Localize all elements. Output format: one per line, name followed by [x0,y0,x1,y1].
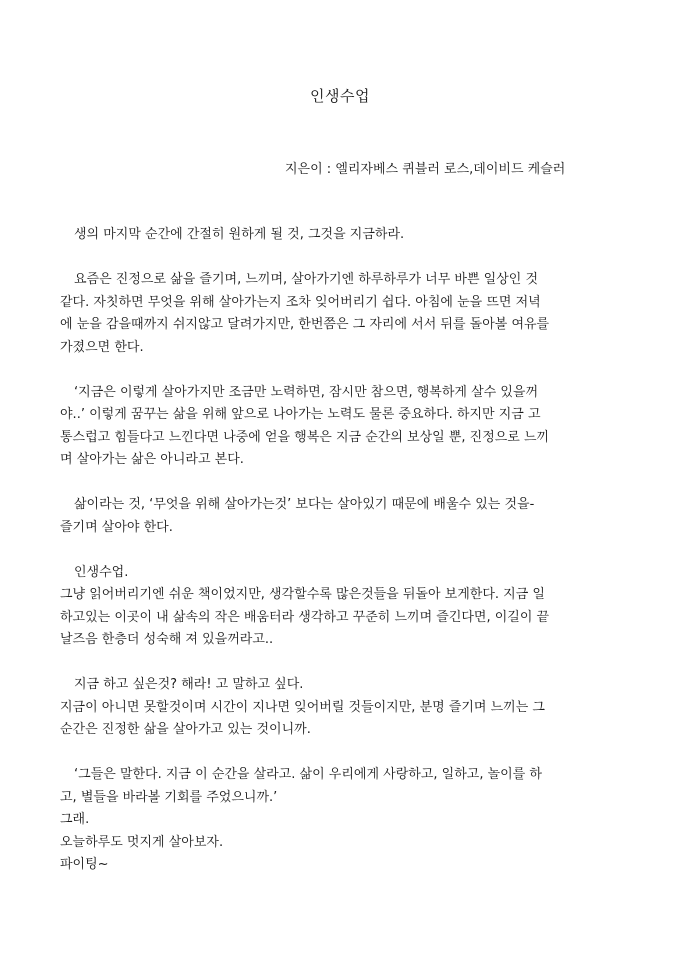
text-line: 그냥 읽어버리기엔 쉬운 책이었지만, 생각할수록 많은것들을 뒤돌아 보게한다. 지금 일 [60,587,545,602]
paragraph [60,764,624,877]
text-line: 고, 별들을 바라볼 기회를 주었으니까.’ [60,789,278,805]
text-line: 며 살아가는 삶은 아니라고 본다. [60,452,244,467]
paragraph [60,269,624,359]
text-line: 날즈음 한층더 성숙해 져 있을꺼라고.. [60,632,274,647]
text-line: 같다. 자칫하면 무엇을 위해 살아가는지 조차 잊어버리기 쉽다. 아침에 눈을 뜨면 저녁 [60,294,541,310]
text-line: 지금이 아니면 못할것이며 시간이 지나면 잊어버릴 것들이지만, 분명 즐기며 느끼는 그 [60,699,545,715]
text-line: 삶이라는 것, ‘무엇을 위해 살아가는것’ 보다는 살아있기 때문에 배울수 있는 것을- [74,497,535,512]
text-line: 인생수업. [74,564,129,580]
text-line: 생의 마지막 순간에 간절히 원하게 될 것, 그것을 지금하라. [74,227,405,242]
text-line: 하고있는 이곳이 내 삶속의 작은 배움터라 생각하고 꾸준히 느끼며 즐긴다면, 이길이 끝 [60,609,550,625]
text-line: 그래. [60,812,90,827]
text-line: 즐기며 살아야 한다. [60,519,173,535]
text-line: 통스럽고 힘들다고 느낀다면 나중에 얻을 행복은 지금 순간의 보상일 뿐, 진정으로 느끼 [60,429,550,445]
author-line: 지은이 : 엘리자베스 퀴블러 로스,데이비드 케슬러 [285,162,566,177]
text-line: 가졌으면 한다. [60,339,144,355]
document-body [60,224,624,899]
text-line: 에 눈을 감을때까지 쉬지않고 달려가지만, 한번쯤은 그 자리에 서서 뒤를 돌아볼 여유를 [60,317,550,332]
paragraph [60,382,624,472]
text-line: ‘그들은 말한다. 지금 이 순간을 살라고. 삶이 우리에게 사랑하고, 일하고, 놀이를 하 [74,767,542,782]
paragraph [60,494,624,539]
text-line: 파이팅~ [60,857,109,872]
text-line: ‘지금은 이렇게 살아가지만 조금만 노력하면, 잠시만 참으면, 행복하게 살수 있을꺼 [74,384,539,400]
text-line: 요즘은 진정으로 삶을 즐기며, 느끼며, 살아가기엔 하루하루가 너무 바쁜 일상인 것 [74,272,539,287]
paragraph [60,674,624,742]
document-title: 인생수업 [310,87,370,105]
text-line: 지금 하고 싶은것? 해라! 고 말하고 싶다. [74,677,304,692]
paragraph [60,562,624,652]
text-line: 야..’ 이렇게 꿈꾸는 삶을 위해 앞으로 나아가는 노력도 물론 중요하다. 하지만 지금 고 [60,407,541,422]
text-line: 오늘하루도 멋지게 살아보자. [60,834,224,850]
text-line: 순간은 진정한 삶을 살아가고 있는 것이니까. [60,722,311,737]
paragraph [60,224,624,247]
